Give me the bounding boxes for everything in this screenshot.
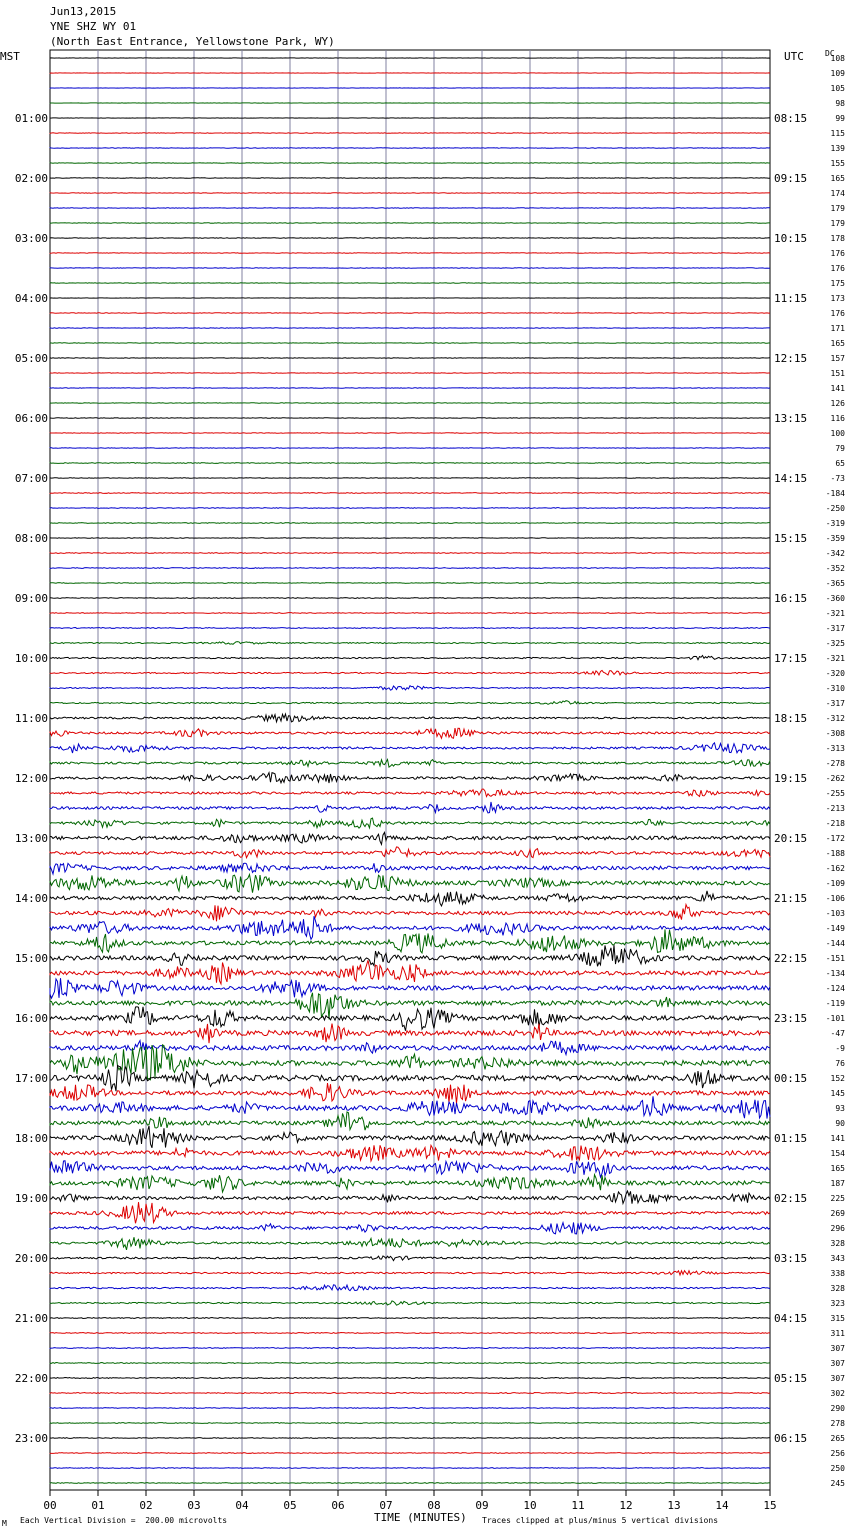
x-tick-label: 05 [283,1499,297,1512]
seismic-trace [50,1083,770,1103]
mst-hour-label: 13:00 [14,832,48,845]
dc-offset-label: -172 [825,834,845,843]
seismic-trace [50,1024,770,1044]
dc-offset-label: 311 [830,1329,845,1338]
dc-offset-label: -119 [825,999,845,1008]
seismic-trace [50,1468,770,1469]
seismic-trace [50,759,770,767]
seismic-trace [50,538,770,539]
dc-offset-label: -9 [835,1044,845,1053]
corner-mark: M [2,1519,7,1528]
seismic-trace [50,508,770,509]
mst-hour-label: 04:00 [14,292,48,305]
utc-hour-label: 08:15 [774,112,808,125]
dc-offset-label: 115 [830,129,845,138]
seismic-trace [50,133,770,134]
mst-hour-label: 14:00 [14,892,48,905]
x-tick-label: 13 [667,1499,681,1512]
dc-offset-label: -188 [825,849,845,858]
mst-hour-label: 08:00 [14,532,48,545]
seismic-trace [50,773,770,783]
dc-offset-label: 173 [830,294,845,303]
dc-offset-label: -365 [825,579,845,588]
mst-hour-label: 10:00 [14,652,48,665]
utc-hour-label: 21:15 [774,892,808,905]
seismic-trace [50,993,770,1020]
dc-offset-label: 307 [830,1359,845,1368]
mst-hour-label: 06:00 [14,412,48,425]
mst-hour-label: 07:00 [14,472,48,485]
seismic-trace [50,1423,770,1424]
plot-frame [50,50,770,1490]
dc-offset-label: -47 [830,1029,845,1038]
seismic-trace [50,208,770,209]
dc-offset-label: 98 [835,99,845,108]
seismic-trace [50,328,770,329]
seismic-trace [50,1007,770,1031]
utc-hour-label: 12:15 [774,352,808,365]
dc-offset-label: -313 [825,744,845,753]
seismic-trace [50,448,770,449]
mst-hour-label: 11:00 [14,712,48,725]
seismic-trace [50,818,770,828]
seismic-trace [50,598,770,599]
dc-offset-label: 155 [830,159,845,168]
seismic-trace [50,1483,770,1484]
x-tick-label: 06 [331,1499,345,1512]
seismic-trace [50,1285,770,1291]
seismic-trace [50,388,770,389]
seismic-trace [50,891,770,906]
x-tick-label: 07 [379,1499,393,1512]
dc-offset-label: 165 [830,339,845,348]
dc-offset-label: 343 [830,1254,845,1263]
dc-offset-label: -262 [825,774,845,783]
dc-offset-label: 307 [830,1374,845,1383]
seismic-trace [50,655,770,659]
seismic-trace [50,373,770,374]
dc-offset-label: 176 [830,309,845,318]
dc-offset-label: 108 [830,54,845,63]
dc-offset-label: 151 [830,369,845,378]
dc-offset-label: -250 [825,504,845,513]
dc-offset-label: 76 [835,1059,845,1068]
dc-offset-label: -352 [825,564,845,573]
seismic-trace [50,418,770,419]
dc-offset-label: -325 [825,639,845,648]
dc-offset-label: 269 [830,1209,845,1218]
utc-hour-label: 14:15 [774,472,808,485]
utc-hour-label: 17:15 [774,652,808,665]
dc-offset-label: 296 [830,1224,845,1233]
dc-offset-label: 179 [830,204,845,213]
utc-hour-label: 22:15 [774,952,808,965]
seismic-trace [50,1191,770,1204]
utc-hour-label: 13:15 [774,412,808,425]
station-location: (North East Entrance, Yellowstone Park, WY) [50,35,335,48]
dc-offset-label: 290 [830,1404,845,1413]
mst-hour-label: 16:00 [14,1012,48,1025]
dc-offset-label: 176 [830,249,845,258]
dc-offset-label: 328 [830,1284,845,1293]
dc-offset-label: 154 [830,1149,845,1158]
x-tick-label: 01 [91,1499,105,1512]
mst-hour-label: 12:00 [14,772,48,785]
seismic-trace [50,1126,770,1148]
mst-hour-label: 05:00 [14,352,48,365]
dc-label: DC [825,49,835,58]
dc-offset-label: -359 [825,534,845,543]
seismic-trace [50,1175,770,1192]
seismic-trace [50,613,770,614]
dc-offset-label: -106 [825,894,845,903]
dc-offset-label: -360 [825,594,845,603]
seismic-trace [50,403,770,404]
dc-offset-label: 187 [830,1179,845,1188]
seismic-trace [50,863,770,874]
dc-offset-label: -308 [825,729,845,738]
utc-hour-label: 01:15 [774,1132,808,1145]
utc-hour-label: 16:15 [774,592,808,605]
seismic-trace [50,847,770,858]
seismic-trace [50,313,770,314]
seismic-trace [50,1256,770,1261]
seismic-trace [50,163,770,164]
mst-hour-label: 20:00 [14,1252,48,1265]
dc-offset-label: -317 [825,699,845,708]
seismic-trace [50,193,770,194]
mst-hour-label: 23:00 [14,1432,48,1445]
dc-offset-label: -213 [825,804,845,813]
x-tick-label: 15 [763,1499,777,1512]
x-tick-label: 04 [235,1499,249,1512]
seismic-trace [50,238,770,239]
x-tick-label: 08 [427,1499,441,1512]
seismic-trace [50,728,770,738]
seismic-trace [50,832,770,844]
dc-offset-label: -321 [825,654,845,663]
dc-offset-label: 171 [830,324,845,333]
dc-offset-label: 302 [830,1389,845,1398]
scale-note: Each Vertical Division = 200.00 microvolts [20,1516,228,1525]
seismic-trace [50,714,770,722]
dc-offset-label: -312 [825,714,845,723]
dc-offset-label: 250 [830,1464,845,1473]
mst-hour-label: 01:00 [14,112,48,125]
mst-hour-label: 02:00 [14,172,48,185]
dc-offset-label: 79 [835,444,845,453]
seismic-trace [50,553,770,554]
seismic-trace [50,1145,770,1161]
seismic-trace [50,1453,770,1454]
seismic-trace [50,1438,770,1439]
seismic-trace [50,463,770,464]
utc-hour-label: 11:15 [774,292,808,305]
seismic-trace [50,523,770,524]
mst-hour-label: 22:00 [14,1372,48,1385]
x-tick-label: 12 [619,1499,633,1512]
dc-offset-label: -134 [825,969,845,978]
x-tick-label: 10 [523,1499,537,1512]
x-tick-label: 14 [715,1499,729,1512]
x-tick-label: 02 [139,1499,153,1512]
seismic-trace [50,178,770,179]
dc-offset-label: -73 [830,474,845,483]
dc-offset-label: -101 [825,1014,845,1023]
utc-hour-label: 18:15 [774,712,808,725]
dc-offset-label: 178 [830,234,845,243]
seismic-trace [50,1333,770,1334]
seismic-trace [50,686,770,690]
seismic-trace [50,1222,770,1233]
dc-offset-label: 141 [830,1134,845,1143]
seismic-trace [50,268,770,269]
dc-offset-label: 152 [830,1074,845,1083]
seismic-trace [50,1271,770,1275]
seismic-trace [50,1237,770,1250]
dc-offset-label: 278 [830,1419,845,1428]
dc-offset-label: 141 [830,384,845,393]
seismic-trace [50,1378,770,1379]
plot-date: Jun13,2015 [50,5,117,18]
seismic-trace [50,1202,770,1223]
mst-hour-label: 09:00 [14,592,48,605]
seismic-trace [50,568,770,569]
dc-offset-label: 174 [830,189,845,198]
seismic-trace [50,1408,770,1409]
seismic-trace [50,478,770,479]
utc-hour-label: 19:15 [774,772,808,785]
dc-offset-label: 323 [830,1299,845,1308]
dc-offset-label: 256 [830,1449,845,1458]
seismic-trace [50,358,770,359]
dc-offset-label: -124 [825,984,845,993]
dc-offset-label: -255 [825,789,845,798]
dc-offset-label: 65 [835,459,845,468]
dc-offset-label: 126 [830,399,845,408]
right-axis-label: UTC [784,50,804,63]
dc-offset-label: -184 [825,489,845,498]
mst-hour-label: 18:00 [14,1132,48,1145]
dc-offset-label: 307 [830,1344,845,1353]
utc-hour-label: 02:15 [774,1192,808,1205]
dc-offset-label: 90 [835,1119,845,1128]
seismic-trace [50,701,770,705]
seismic-trace [50,283,770,284]
seismic-trace [50,789,770,797]
dc-offset-label: 179 [830,219,845,228]
seismic-trace [50,743,770,753]
seismic-trace [50,628,770,629]
seismic-trace [50,875,770,893]
dc-offset-label: 245 [830,1479,845,1488]
x-axis-title: TIME (MINUTES) [374,1511,467,1524]
dc-offset-label: -144 [825,939,845,948]
dc-offset-label: 100 [830,429,845,438]
seismic-trace [50,1161,770,1177]
clip-note: Traces clipped at plus/minus 5 vertical divisions [482,1516,719,1525]
dc-offset-label: -320 [825,669,845,678]
dc-offset-label: -162 [825,864,845,873]
utc-hour-label: 20:15 [774,832,808,845]
dc-offset-label: -321 [825,609,845,618]
dc-offset-label: 99 [835,114,845,123]
dc-offset-label: -149 [825,924,845,933]
mst-hour-label: 17:00 [14,1072,48,1085]
utc-hour-label: 00:15 [774,1072,808,1085]
seismic-trace [50,1096,770,1118]
seismic-trace [50,802,770,813]
seismic-trace [50,978,770,998]
seismic-trace [50,253,770,254]
station-code: YNE SHZ WY 01 [50,20,137,33]
seismic-trace [50,583,770,584]
seismic-trace [50,642,770,645]
dc-offset-label: 328 [830,1239,845,1248]
seismic-trace [50,1041,770,1055]
dc-offset-label: 139 [830,144,845,153]
x-tick-label: 00 [43,1499,57,1512]
seismic-trace [50,1363,770,1364]
dc-offset-label: 315 [830,1314,845,1323]
seismic-trace [50,929,770,953]
dc-offset-label: 165 [830,1164,845,1173]
x-tick-label: 09 [475,1499,489,1512]
seismic-trace [50,1393,770,1394]
dc-offset-label: -317 [825,624,845,633]
dc-offset-label: -310 [825,684,845,693]
utc-hour-label: 09:15 [774,172,808,185]
utc-hour-label: 04:15 [774,1312,808,1325]
dc-offset-label: -342 [825,549,845,558]
utc-hour-label: 23:15 [774,1012,808,1025]
mst-hour-label: 03:00 [14,232,48,245]
mst-hour-label: 21:00 [14,1312,48,1325]
dc-offset-label: -319 [825,519,845,528]
dc-offset-label: -218 [825,819,845,828]
dc-offset-label: 105 [830,84,845,93]
dc-offset-label: -151 [825,954,845,963]
seismic-trace [50,1301,770,1305]
seismic-trace [50,670,770,675]
seismic-trace [50,433,770,434]
seismic-trace [50,343,770,344]
seismic-trace [50,960,770,984]
utc-hour-label: 06:15 [774,1432,808,1445]
dc-offset-label: -109 [825,879,845,888]
dc-offset-label: 145 [830,1089,845,1098]
seismic-trace [50,223,770,224]
dc-offset-label: 109 [830,69,845,78]
dc-offset-label: 157 [830,354,845,363]
seismic-trace [50,1318,770,1319]
dc-offset-label: 93 [835,1104,845,1113]
left-axis-label: MST [0,50,20,63]
x-tick-label: 11 [571,1499,585,1512]
dc-offset-label: 176 [830,264,845,273]
dc-offset-label: -278 [825,759,845,768]
mst-hour-label: 19:00 [14,1192,48,1205]
dc-offset-label: 225 [830,1194,845,1203]
seismic-trace [50,148,770,149]
dc-offset-label: 265 [830,1434,845,1443]
utc-hour-label: 03:15 [774,1252,808,1265]
dc-offset-label: 338 [830,1269,845,1278]
seismic-trace [50,945,770,966]
seismic-trace [50,1348,770,1349]
dc-offset-label: 116 [830,414,845,423]
utc-hour-label: 05:15 [774,1372,808,1385]
x-tick-label: 03 [187,1499,201,1512]
utc-hour-label: 15:15 [774,532,808,545]
seismic-trace [50,905,770,922]
utc-hour-label: 10:15 [774,232,808,245]
dc-offset-label: 175 [830,279,845,288]
dc-offset-label: -103 [825,909,845,918]
seismic-trace [50,493,770,494]
dc-offset-label: 165 [830,174,845,183]
mst-hour-label: 15:00 [14,952,48,965]
